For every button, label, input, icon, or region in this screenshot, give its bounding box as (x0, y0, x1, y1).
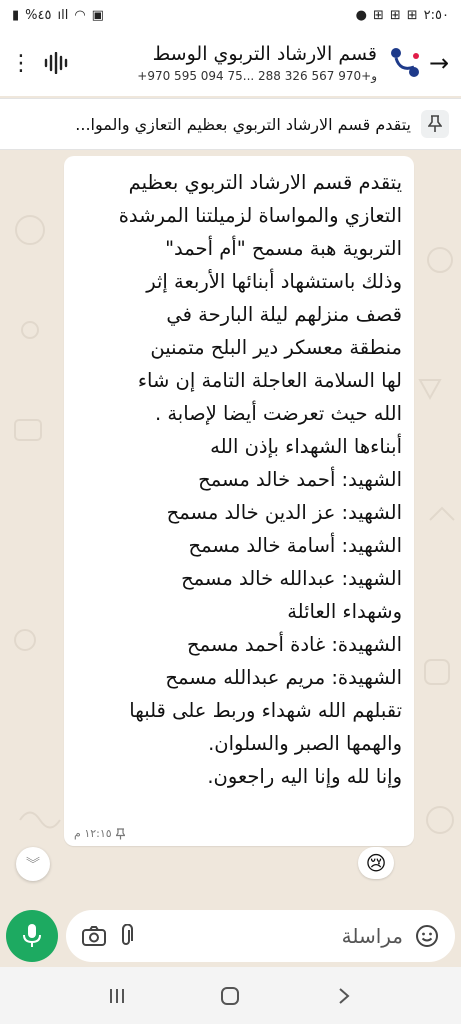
message-line: أبناءها الشهداء بإذن الله (210, 435, 402, 458)
back-arrow-icon[interactable]: → (428, 49, 450, 77)
scroll-down-button[interactable] (16, 847, 50, 881)
message-line: الله حيث تعرضت أيضا لإصابة . (154, 402, 402, 425)
attach-icon[interactable] (110, 920, 142, 952)
signal-icon: ıll (57, 7, 69, 23)
chat-header (0, 30, 461, 96)
message-line: يتقدم قسم الارشاد التربوي بعظيم (128, 171, 402, 194)
mic-button[interactable] (6, 910, 58, 962)
lock-icon: ▣ (91, 7, 104, 23)
message-bubble[interactable] (64, 156, 414, 846)
emoji-sticker-icon[interactable] (411, 920, 443, 952)
message-line: وشهداء العائلة (287, 600, 402, 623)
wifi-icon: ◠ (74, 7, 86, 23)
message-line: تقبلهم الله شهداء وربط على قلبها (129, 699, 402, 722)
chat-title: قسم الارشاد التربوي الوسط (152, 43, 377, 65)
camera-icon[interactable] (78, 920, 110, 952)
pin-icon (421, 110, 449, 138)
reaction-badge[interactable] (358, 847, 394, 879)
app-icon: ⊞ (406, 7, 418, 23)
message-line: التربوية هبة مسمح "أم أحمد" (165, 237, 402, 260)
message-line: وإنا لله وإنا اليه راجعون. (207, 765, 402, 788)
message-meta (74, 827, 125, 840)
pinned-message-text: يتقدم قسم الارشاد التربوي بعظيم التعازي والموا... (75, 114, 411, 134)
back-icon[interactable] (324, 976, 364, 1016)
message-input[interactable] (142, 916, 411, 956)
message-line: قصف منزلهم ليلة البارحة في (166, 303, 402, 326)
dot-icon: ● (355, 7, 367, 23)
app-icon: ⊞ (389, 7, 401, 23)
message-line: وذلك باستشهاد أبنائها الأربعة إثر (146, 270, 402, 293)
status-bar (0, 0, 461, 30)
battery-icon: ▮ (12, 7, 20, 23)
battery-percent: %٤٥ (25, 7, 52, 23)
chat-participants: +970 595 094 75... و+970 567 326 288 (137, 69, 377, 83)
message-line: والهمها الصبر والسلوان. (208, 732, 402, 755)
group-avatar[interactable] (385, 43, 425, 83)
status-left (12, 8, 104, 23)
status-time: ٢:٥٠ (423, 7, 449, 23)
mic-icon (22, 923, 42, 949)
more-vert-icon[interactable]: ⋮ (10, 50, 32, 76)
status-right (356, 8, 449, 23)
chat-title-area[interactable] (76, 43, 385, 83)
message-line: منطقة معسكر دير البلح متمنين (150, 336, 402, 359)
double-chevron-down-icon: ︾ (26, 857, 40, 873)
pinned-message-bar[interactable] (0, 98, 461, 150)
message-line: الشهيدة: غادة أحمد مسمح (187, 633, 402, 656)
system-nav-bar (0, 967, 461, 1024)
recents-icon[interactable] (97, 976, 137, 1016)
message-input-pill (66, 910, 455, 962)
message-line: الشهيد: عز الدين خالد مسمح (166, 501, 402, 524)
message-line: الشهيد: أحمد خالد مسمح (198, 468, 402, 491)
message-line: الشهيد: أسامة خالد مسمح (188, 534, 402, 557)
pin-icon (116, 828, 125, 840)
chat-area[interactable] (0, 150, 461, 905)
message-line: التعازي والمواساة لزميلتنا المرشدة (118, 204, 402, 227)
voice-call-icon[interactable] (36, 52, 76, 74)
message-line: لها السلامة العاجلة التامة إن شاء (137, 369, 402, 392)
message-time: ١٢:١٥ م (74, 827, 112, 840)
crying-face-icon: 😢 (365, 851, 387, 875)
home-icon[interactable] (210, 976, 250, 1016)
message-text (76, 166, 402, 793)
message-line: الشهيدة: مريم عبدالله مسمح (165, 666, 402, 689)
message-line: الشهيد: عبدالله خالد مسمح (181, 567, 402, 590)
composer (0, 905, 461, 967)
app-icon: ⊞ (372, 7, 384, 23)
